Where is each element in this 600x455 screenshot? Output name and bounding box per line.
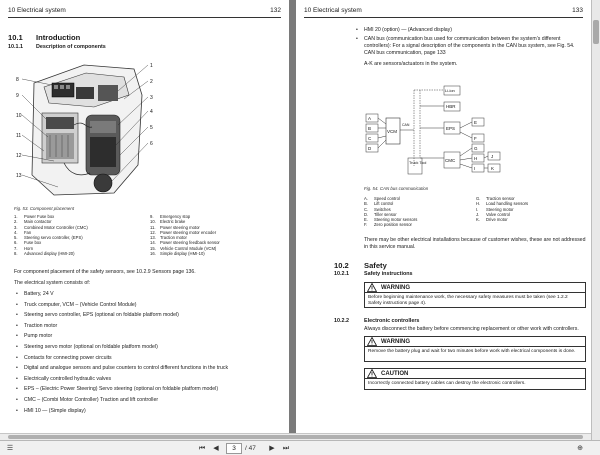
component-placement-figure (14, 55, 190, 203)
legend-text: Power steering feedback sensor (160, 240, 220, 246)
legend-text: Steering motor sensors (374, 217, 418, 223)
legend-number: 5. (14, 235, 18, 241)
legend-number: 7. (14, 245, 18, 251)
legend-text: Zero position sensor (374, 222, 412, 228)
diagram-label: EPS (446, 126, 456, 131)
can-legend-left (364, 196, 474, 228)
list-item: • Traction motor (24, 323, 57, 329)
caution-text: Incorrectly connected battery cables can destroy the electronic controllers. (368, 381, 526, 386)
caution-icon (367, 369, 377, 378)
warning-text: Remove the battery plug and wait for two minutes before work with electrical components is done. (368, 349, 576, 354)
list-item: • Electrically controlled hydraulic valves (24, 376, 111, 382)
diagram-label: B (368, 126, 372, 131)
controllers-text: Always disconnect the battery before commencing replacement or other work with controllers. (364, 326, 579, 332)
diagram-label: H (474, 156, 478, 161)
system-intro: The electrical system consists of: (14, 280, 91, 286)
legend-number: 8. (14, 251, 18, 257)
legend-number: 12. (150, 229, 156, 235)
legend-text: Drive motor (486, 217, 508, 223)
section-number: 10.1 (8, 33, 23, 42)
diagram-label: J (491, 154, 494, 159)
legend-number: 16. (150, 251, 156, 257)
caution-title: CAUTION (381, 370, 409, 377)
legend-number: B. (364, 201, 368, 207)
list-item: • Digital and analogue sensors and pulse counters to control different functions in the truck (24, 365, 228, 371)
legend-number: E. (364, 217, 368, 223)
svg-text:13: 13 (16, 173, 22, 179)
legend-text: Fuse box (24, 240, 42, 246)
svg-text:11: 11 (16, 133, 22, 139)
warning-text: Before beginning maintenance work, the necessary safety measures must be taken (see 1.2.2 Safety instructions page 4). (368, 295, 568, 306)
warning-box (364, 336, 586, 362)
caution-box (364, 368, 586, 390)
legend-number: 10. (150, 219, 156, 225)
list-item: • EPS – (Electric Power Steering) Servo steering (optional on foldable platform model) (24, 386, 218, 392)
legend-number: C. (364, 206, 369, 212)
legend-number: 4. (14, 229, 18, 235)
page-number-input[interactable]: 3 (226, 443, 242, 454)
legend-number: D. (364, 211, 369, 217)
legend-text: Horn (24, 245, 34, 251)
header-page-number: 133 (572, 7, 583, 14)
diagram-label: F (474, 136, 477, 141)
legend-number: 15. (150, 245, 156, 251)
list-item: • Steering servo controller, EPS (optional on foldable platform model) (24, 312, 179, 318)
svg-text:9: 9 (16, 93, 19, 99)
section-title: Safety (364, 261, 387, 270)
svg-text:3: 3 (150, 95, 153, 101)
legend-text: Valve control (486, 211, 510, 217)
figure-caption: Fig. 54. CAN bus communication (364, 186, 429, 191)
legend-text: Switches (374, 206, 391, 212)
subsection-title: Safety instructions (364, 271, 413, 277)
legend-text: Traction sensor (486, 196, 515, 201)
legend-number: A. (364, 196, 368, 201)
page-count: / 47 (245, 445, 256, 452)
can-legend-right (476, 196, 586, 222)
warning-title: WARNING (381, 338, 410, 345)
legend-number: 9. (150, 214, 154, 219)
legend-number: F. (364, 222, 368, 228)
warning-icon (367, 283, 377, 292)
warning-box (364, 282, 586, 308)
diagram-label: G (474, 146, 478, 151)
diagram-label: A (368, 116, 372, 121)
vertical-scrollbar[interactable] (591, 0, 600, 440)
list-item: • HMI 20 (option) — (Advanced display) (364, 27, 452, 33)
svg-text:6: 6 (150, 141, 153, 147)
scrollbar-thumb[interactable] (593, 20, 599, 44)
page-separator (289, 0, 296, 440)
subsection-number: 10.2.2 (334, 318, 349, 324)
legend-text: Emergency stop (160, 214, 191, 219)
legend-text: Traction motor (160, 235, 187, 241)
component-legend-left (14, 214, 144, 256)
diagram-label: C (368, 136, 372, 141)
list-item: • CMC – (Combi Motor Controller) Traction and lift controller (24, 397, 158, 403)
zoom-icon[interactable]: ⊕ (577, 445, 583, 452)
section-number: 10.2 (334, 261, 349, 270)
page-header (8, 7, 281, 18)
page-133 (296, 0, 591, 440)
legend-text: Main contactor (24, 219, 52, 225)
header-title: 10 Electrical system (304, 7, 362, 14)
last-page-icon[interactable]: ⏭ (282, 445, 290, 452)
legend-number: H. (476, 201, 481, 207)
legend-number: 14. (150, 240, 156, 246)
legend-number: 11. (150, 224, 156, 230)
legend-text: Load handling sensors (486, 201, 529, 207)
diagram-label: D (368, 146, 372, 151)
diagram-label: E (474, 120, 478, 125)
first-page-icon[interactable]: ⏮ (198, 445, 206, 452)
legend-text: Vehicle Control Module (VCM) (160, 245, 217, 251)
page-header (304, 7, 583, 18)
legend-text: Simple display (HMI-10) (160, 251, 205, 257)
sidebar-toggle-icon[interactable]: ☰ (6, 445, 14, 452)
subsection-number: 10.1.1 (8, 44, 23, 50)
legend-number: J. (476, 211, 480, 217)
legend-number: K. (476, 217, 480, 223)
legend-number: 3. (14, 224, 18, 230)
svg-text:12: 12 (16, 153, 22, 159)
list-item: • Pump motor (24, 333, 52, 339)
legend-number: 2. (14, 219, 18, 225)
sensors-note: A-K are sensors/actuators in the system. (364, 61, 458, 67)
legend-item (476, 217, 586, 222)
list-item: • HMI 10 — (Simple display) (24, 408, 86, 414)
legend-text: Tiller sensor (374, 211, 397, 217)
svg-text:2: 2 (150, 79, 153, 85)
svg-text:1: 1 (150, 63, 153, 69)
section-title: Introduction (36, 33, 81, 42)
diagram-label: HBR (446, 104, 456, 109)
electrical-system-list (24, 291, 284, 421)
can-bus-diagram (364, 78, 514, 182)
header-title: 10 Electrical system (8, 7, 66, 14)
svg-text:4: 4 (150, 109, 153, 115)
diagram-label: Li-ion (445, 88, 455, 93)
diagram-label: CAN (402, 123, 410, 127)
bullet-glyph: • (356, 36, 358, 42)
svg-text:5: 5 (150, 125, 153, 131)
legend-text: Power Fuse box (24, 214, 55, 219)
legend-item (14, 251, 144, 256)
figure-caption: Fig. 53. Component placement (14, 206, 75, 211)
legend-number: 13. (150, 235, 156, 241)
svg-text:10: 10 (16, 113, 22, 119)
legend-text: Power steering motor (160, 224, 200, 230)
legend-number: I. (476, 206, 479, 212)
warning-icon (367, 337, 377, 346)
legend-number: 6. (14, 240, 18, 246)
diagram-label: Truck Tool (409, 161, 427, 165)
warning-title: WARNING (381, 284, 410, 291)
placement-text: For component placement of the safety sensors, see 10.2.9 Sensors page 136. (14, 269, 196, 275)
legend-number: 1. (14, 214, 18, 219)
scrollbar-thumb[interactable] (8, 435, 583, 439)
list-item: • Battery, 24 V (24, 291, 54, 297)
legend-text: Electric brake (160, 219, 186, 225)
subsection-title: Description of components (36, 44, 106, 50)
viewer-toolbar (0, 440, 600, 455)
previous-page-icon[interactable]: ◀ (213, 445, 219, 452)
list-item: • Steering servo motor (optional on foldable platform model) (24, 344, 158, 350)
diagram-label: CMC (445, 158, 456, 163)
can-bus-item (356, 36, 586, 57)
horizontal-scrollbar[interactable] (0, 433, 591, 440)
legend-text: Steering servo controller, (EPS) (24, 235, 83, 241)
header-page-number: 132 (270, 7, 281, 14)
legend-item (150, 251, 280, 256)
next-page-icon[interactable]: ▶ (269, 445, 275, 452)
page-132 (0, 0, 289, 440)
component-legend-right (150, 214, 280, 256)
subsection-number: 10.2.1 (334, 271, 349, 277)
legend-text: Fan (24, 229, 32, 235)
installation-note: There may be other electrical installations because of customer wishes, these are not addressed in this service manual. (364, 237, 586, 250)
legend-item (364, 222, 474, 227)
legend-text: Steering motor (486, 206, 514, 212)
subsection-title: Electronic controllers (364, 318, 420, 324)
legend-text: Lift control (374, 201, 394, 207)
legend-text: Combined Motor Controller (CMC) (24, 224, 88, 230)
legend-text: Speed control (374, 196, 400, 201)
diagram-label: VCM (387, 129, 397, 134)
list-item: • Truck computer, VCM – (Vehicle Control Module) (24, 302, 137, 308)
list-item: • Contacts for connecting power circuits (24, 355, 112, 361)
list-item: CAN bus (communication bus used for communication between the system’s different controllers): For a signal description of the components in the CAN bus system, see Fig. 54. CAN bus communication, page 133 (364, 36, 575, 56)
legend-number: G. (476, 196, 481, 201)
diagram-label: I (474, 166, 476, 171)
diagram-label: K (491, 166, 495, 171)
svg-text:8: 8 (16, 77, 19, 83)
legend-text: Power steering motor encoder (160, 229, 217, 235)
legend-text: Advanced display (HMI-20) (24, 251, 75, 257)
